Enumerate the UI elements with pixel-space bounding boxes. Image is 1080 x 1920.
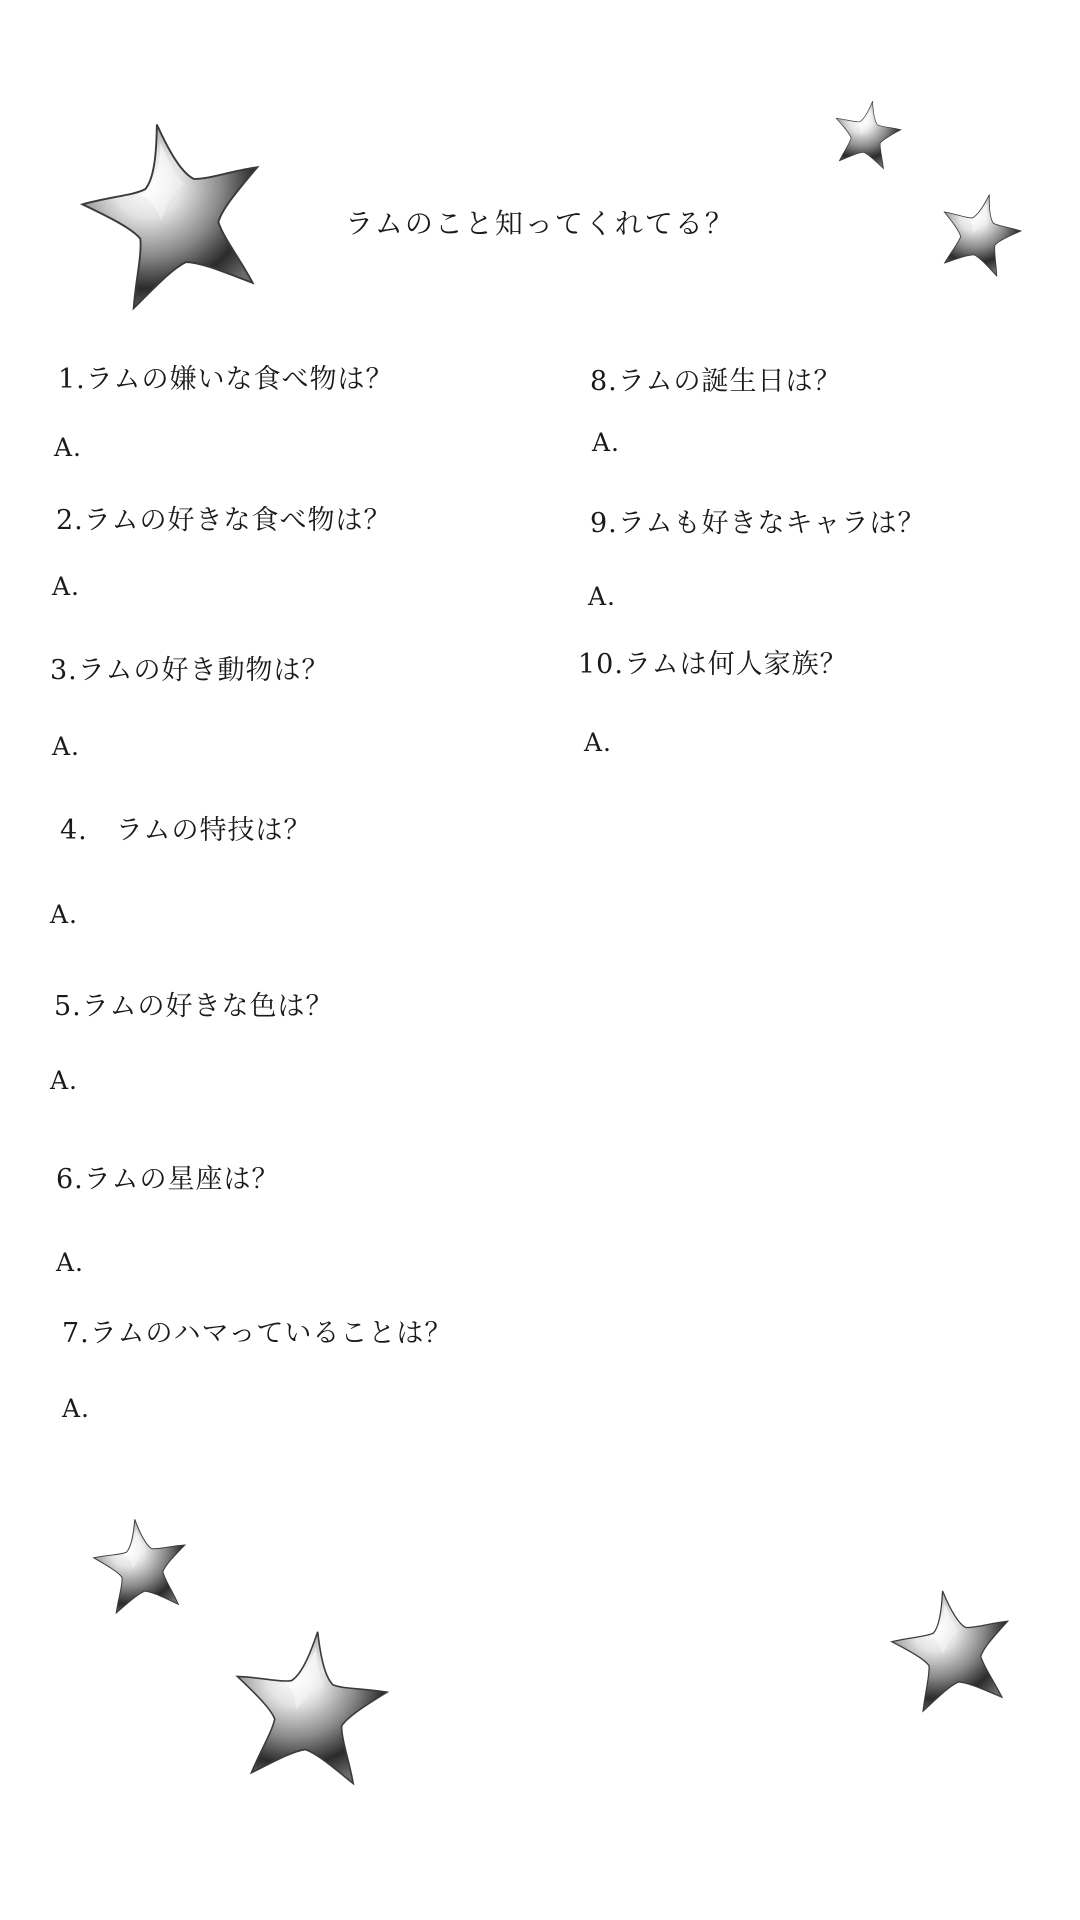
answer-5-label: A. <box>50 1066 79 1095</box>
answer-2-label: A. <box>52 572 81 601</box>
answer-6-label: A. <box>56 1248 85 1277</box>
question-5: 5.ラムの好きな色は？ <box>54 991 334 1022</box>
question-9: 9.ラムも好きなキャラは？ <box>590 508 926 539</box>
question-4: 4. ラムの特技は？ <box>60 815 312 846</box>
star-icon <box>880 1575 1025 1720</box>
question-10: 10.ラムは何人家族？ <box>578 649 848 680</box>
answer-4-label: A. <box>50 900 79 929</box>
question-8: 8.ラムの誕生日は？ <box>590 366 842 397</box>
star-icon <box>222 1617 398 1793</box>
answer-10-label: A. <box>584 728 613 757</box>
question-3: 3.ラムの好き動物は？ <box>50 655 330 686</box>
answer-7-label: A. <box>62 1394 91 1423</box>
star-icon <box>826 92 907 173</box>
answer-3-label: A. <box>52 732 81 761</box>
star-icon <box>929 181 1031 283</box>
question-7: 7.ラムのハマっていることは？ <box>62 1318 453 1349</box>
answer-8-label: A. <box>592 428 621 457</box>
question-1: 1.ラムの嫌いな食べ物は？ <box>58 364 394 395</box>
question-6: 6.ラムの星座は？ <box>56 1164 280 1195</box>
star-icon <box>62 97 287 322</box>
answer-1-label: A. <box>54 433 83 462</box>
question-2: 2.ラムの好きな食べ物は？ <box>56 505 392 536</box>
quiz-title: ラムのこと知ってくれてる？ <box>345 207 735 240</box>
star-icon <box>86 1509 197 1620</box>
answer-9-label: A. <box>588 582 617 611</box>
